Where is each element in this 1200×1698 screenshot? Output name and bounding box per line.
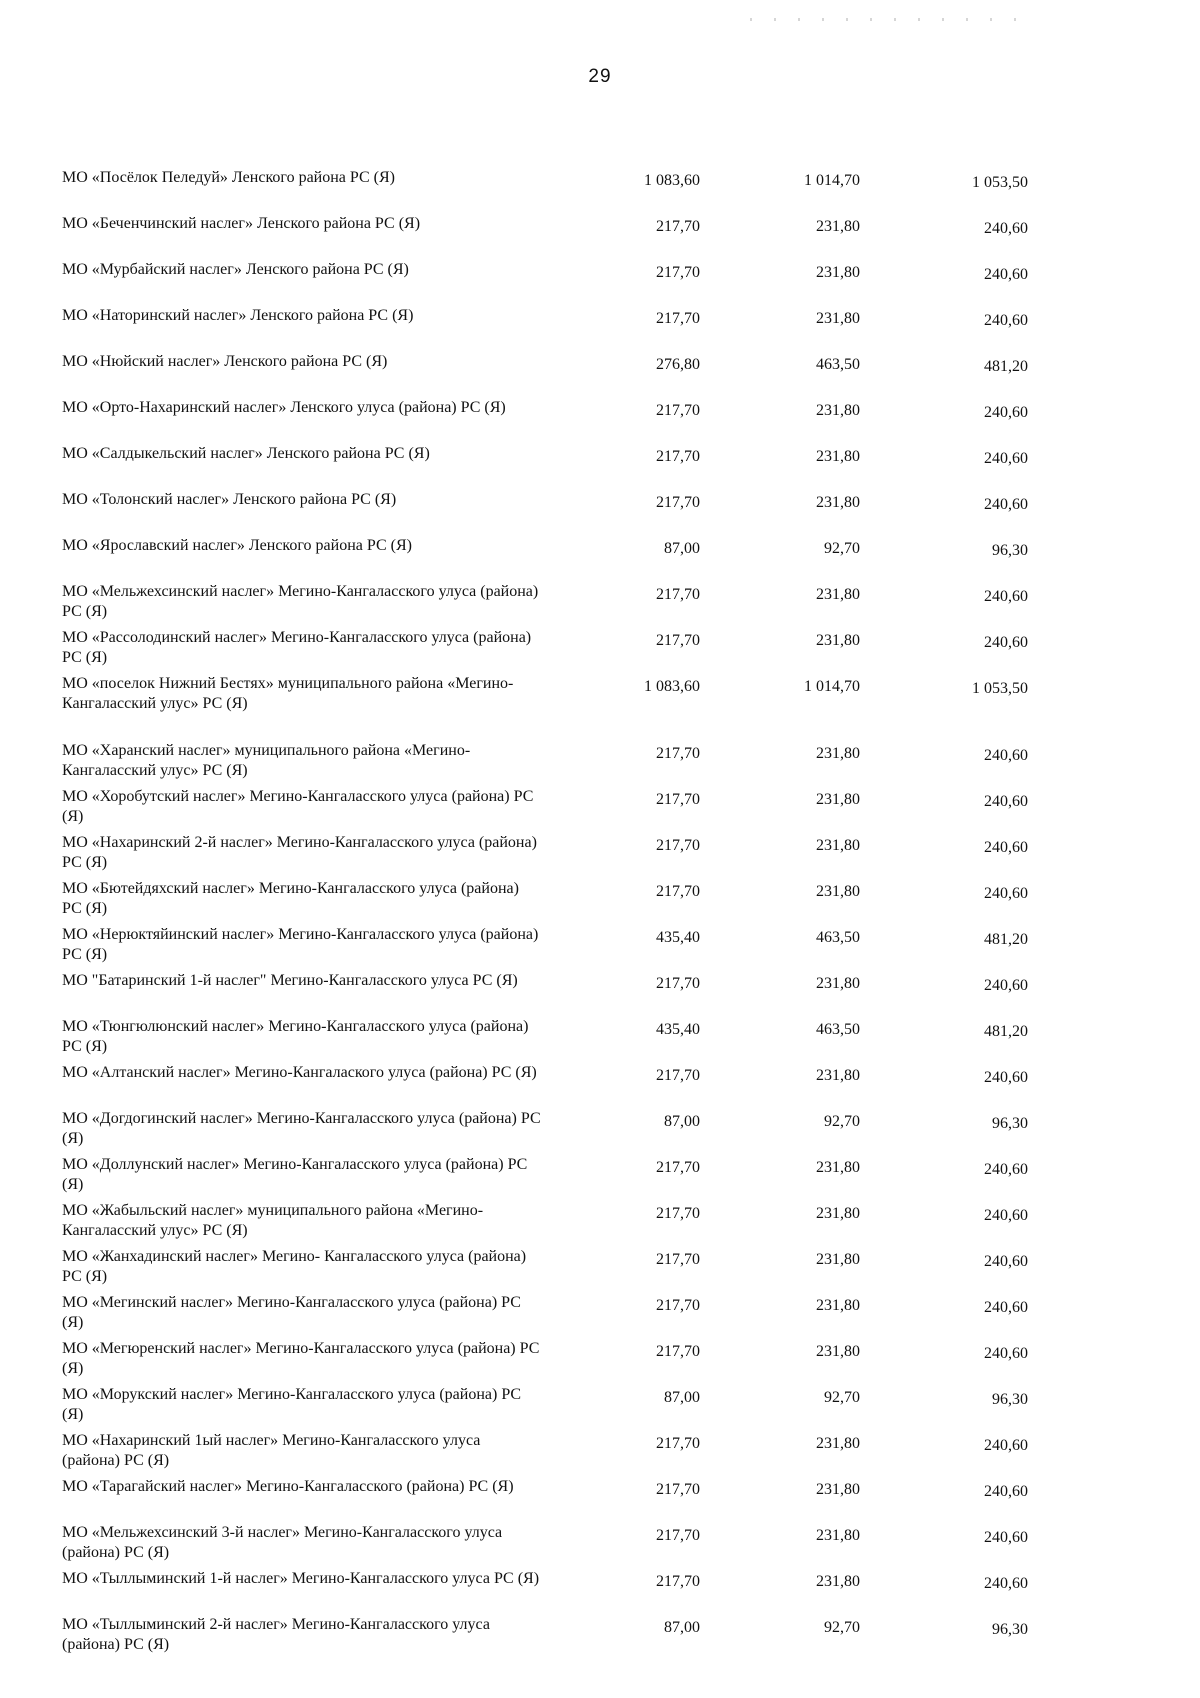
value-column-1: 217,70 [656, 494, 700, 511]
value-column-2: 231,80 [816, 632, 860, 649]
municipality-name: МО «Догдогинский наслег» Мегино-Кангаласского улуса (района) РС (Я) [62, 1110, 541, 1147]
value-column-3: 240,60 [984, 1253, 1028, 1270]
municipality-name: МО «Орто-Нахаринский наслег» Ленского улуса (района) РС (Я) [62, 399, 506, 416]
value-column-1: 217,70 [656, 1297, 700, 1314]
value-column-2: 231,80 [816, 218, 860, 235]
value-column-2: 231,80 [816, 1251, 860, 1268]
municipality-name: МО «Толонский наслег» Ленского района РС (Я) [62, 491, 397, 508]
value-column-2: 231,80 [816, 883, 860, 900]
table-row [62, 1201, 1028, 1247]
value-column-1: 87,00 [664, 1389, 700, 1406]
value-column-3: 1 053,50 [972, 680, 1028, 697]
value-column-3: 96,30 [992, 1115, 1028, 1132]
value-column-3: 240,60 [984, 1161, 1028, 1178]
value-column-3: 96,30 [992, 1391, 1028, 1408]
table-row [62, 833, 1028, 879]
value-column-2: 92,70 [824, 540, 860, 557]
table-row [62, 1017, 1028, 1063]
value-column-1: 217,70 [656, 218, 700, 235]
value-column-1: 87,00 [664, 540, 700, 557]
municipality-name: МО «Жабыльский наслег» муниципального района «Мегино-Кангаласский улус» РС (Я) [62, 1202, 484, 1239]
table-row [62, 1247, 1028, 1293]
value-column-2: 231,80 [816, 791, 860, 808]
municipality-name: МО «Мегюренский наслег» Мегино-Кангаласского улуса (района) РС (Я) [62, 1340, 540, 1377]
table-row [62, 1569, 1028, 1615]
value-column-1: 1 083,60 [644, 678, 700, 695]
municipality-name: МО «Нахаринский 1ый наслег» Мегино-Кангаласского улуса (района) РС (Я) [62, 1432, 481, 1469]
value-column-3: 240,60 [984, 220, 1028, 237]
value-column-1: 217,70 [656, 1527, 700, 1544]
municipality-name: МО «Морукский наслег» Мегино-Кангаласского улуса (района) РС (Я) [62, 1386, 522, 1423]
municipality-name: МО «Нерюктяйинский наслег» Мегино-Кангаласского улуса (района) РС (Я) [62, 926, 539, 963]
value-column-1: 217,70 [656, 883, 700, 900]
municipality-name: МО «поселок Нижний Бестях» муниципального района «Мегино-Кангаласский улус» РС (Я) [62, 675, 514, 712]
value-column-3: 481,20 [984, 358, 1028, 375]
value-column-1: 1 083,60 [644, 172, 700, 189]
table-row [62, 306, 1028, 352]
municipality-name: МО «Мельжехсинский 3-й наслег» Мегино-Кангаласского улуса (района) РС (Я) [62, 1524, 503, 1561]
value-column-3: 240,60 [984, 885, 1028, 902]
page-number: 29 [588, 66, 612, 87]
value-column-2: 231,80 [816, 837, 860, 854]
value-column-1: 217,70 [656, 791, 700, 808]
table-row [62, 1385, 1028, 1431]
table-row [62, 741, 1028, 787]
table-row [62, 1523, 1028, 1569]
value-column-2: 231,80 [816, 1573, 860, 1590]
table-row [62, 398, 1028, 444]
table-row [62, 925, 1028, 971]
value-column-2: 231,80 [816, 448, 860, 465]
table-row [62, 971, 1028, 1017]
value-column-3: 96,30 [992, 1621, 1028, 1638]
table-row [62, 536, 1028, 582]
value-column-2: 1 014,70 [804, 678, 860, 695]
municipality-name: МО «Рассолодинский наслег» Мегино-Кангаласского улуса (района) РС (Я) [62, 629, 532, 666]
value-column-1: 276,80 [656, 356, 700, 373]
value-column-1: 435,40 [656, 929, 700, 946]
table-row [62, 879, 1028, 925]
table-row [62, 674, 1028, 741]
value-column-3: 240,60 [984, 1483, 1028, 1500]
value-column-1: 87,00 [664, 1113, 700, 1130]
table-row [62, 1615, 1028, 1661]
table-row [62, 168, 1028, 214]
municipality-name: МО «Тарагайский наслег» Мегино-Кангаласского (района) РС (Я) [62, 1478, 514, 1495]
value-column-3: 240,60 [984, 496, 1028, 513]
value-column-1: 217,70 [656, 1435, 700, 1452]
value-column-1: 217,70 [656, 1251, 700, 1268]
value-column-2: 92,70 [824, 1389, 860, 1406]
table-row [62, 1109, 1028, 1155]
table-row [62, 1155, 1028, 1201]
municipality-name: МО «Беченчинский наслег» Ленского района РС (Я) [62, 215, 421, 232]
value-column-1: 217,70 [656, 745, 700, 762]
value-column-3: 240,60 [984, 1069, 1028, 1086]
value-column-1: 217,70 [656, 586, 700, 603]
municipality-name: МО «Тыллыминский 1-й наслег» Мегино-Кангаласского улуса РС (Я) [62, 1570, 540, 1587]
table-row [62, 1339, 1028, 1385]
value-column-2: 231,80 [816, 586, 860, 603]
municipality-name: МО "Батаринский 1-й наслег" Мегино-Кангаласского улуса РС (Я) [62, 972, 518, 989]
value-column-2: 231,80 [816, 1481, 860, 1498]
municipality-name: МО «Тыллыминский 2-й наслег» Мегино-Кангаласского улуса (района) РС (Я) [62, 1616, 490, 1653]
municipality-name: МО «Алтанский наслег» Мегино-Кангалаского улуса (района) РС (Я) [62, 1064, 537, 1081]
value-column-2: 92,70 [824, 1619, 860, 1636]
value-column-3: 240,60 [984, 1575, 1028, 1592]
value-column-3: 481,20 [984, 931, 1028, 948]
municipality-name: МО «Бютейдяхский наслег» Мегино-Кангаласского улуса (района) РС (Я) [62, 880, 519, 917]
allocation-table [62, 168, 1028, 1661]
value-column-1: 217,70 [656, 1159, 700, 1176]
value-column-3: 240,60 [984, 793, 1028, 810]
value-column-1: 217,70 [656, 1343, 700, 1360]
value-column-3: 240,60 [984, 839, 1028, 856]
value-column-3: 240,60 [984, 1437, 1028, 1454]
value-column-3: 240,60 [984, 1207, 1028, 1224]
table-row [62, 1477, 1028, 1523]
value-column-3: 1 053,50 [972, 174, 1028, 191]
municipality-name: МО «Посёлок Пеледуй» Ленского района РС (Я) [62, 169, 395, 186]
value-column-2: 231,80 [816, 1435, 860, 1452]
municipality-name: МО «Доллунский наслег» Мегино-Кангаласского улуса (района) РС (Я) [62, 1156, 528, 1193]
municipality-name: МО «Мегинский наслег» Мегино-Кангаласского улуса (района) РС (Я) [62, 1294, 521, 1331]
value-column-3: 240,60 [984, 588, 1028, 605]
value-column-2: 231,80 [816, 1297, 860, 1314]
table-row [62, 214, 1028, 260]
value-column-1: 217,70 [656, 1067, 700, 1084]
value-column-2: 1 014,70 [804, 172, 860, 189]
table-row [62, 1431, 1028, 1477]
value-column-1: 217,70 [656, 1205, 700, 1222]
value-column-3: 240,60 [984, 1345, 1028, 1362]
value-column-1: 217,70 [656, 1481, 700, 1498]
value-column-3: 240,60 [984, 266, 1028, 283]
value-column-3: 240,60 [984, 404, 1028, 421]
value-column-1: 217,70 [656, 264, 700, 281]
municipality-name: МО «Жанхадинский наслег» Мегино- Кангаласского улуса (района) РС (Я) [62, 1248, 527, 1285]
value-column-1: 217,70 [656, 1573, 700, 1590]
value-column-1: 217,70 [656, 310, 700, 327]
scan-artifact [750, 18, 1030, 21]
value-column-2: 463,50 [816, 929, 860, 946]
table-row [62, 490, 1028, 536]
table-row [62, 787, 1028, 833]
municipality-name: МО «Мельжехсинский наслег» Мегино-Кангаласского улуса (района) РС (Я) [62, 583, 539, 620]
value-column-2: 231,80 [816, 402, 860, 419]
value-column-2: 231,80 [816, 1159, 860, 1176]
value-column-1: 87,00 [664, 1619, 700, 1636]
value-column-1: 217,70 [656, 837, 700, 854]
value-column-2: 463,50 [816, 1021, 860, 1038]
table-row [62, 352, 1028, 398]
value-column-1: 217,70 [656, 975, 700, 992]
value-column-2: 231,80 [816, 1067, 860, 1084]
municipality-name: МО «Салдыкельский наслег» Ленского района РС (Я) [62, 445, 430, 462]
value-column-2: 463,50 [816, 356, 860, 373]
value-column-2: 231,80 [816, 975, 860, 992]
table-row [62, 628, 1028, 674]
value-column-2: 231,80 [816, 1205, 860, 1222]
value-column-3: 96,30 [992, 542, 1028, 559]
value-column-3: 240,60 [984, 450, 1028, 467]
value-column-2: 231,80 [816, 1527, 860, 1544]
municipality-name: МО «Ярославский наслег» Ленского района РС (Я) [62, 537, 412, 554]
value-column-3: 240,60 [984, 312, 1028, 329]
value-column-2: 92,70 [824, 1113, 860, 1130]
value-column-2: 231,80 [816, 745, 860, 762]
value-column-1: 435,40 [656, 1021, 700, 1038]
value-column-3: 240,60 [984, 977, 1028, 994]
value-column-2: 231,80 [816, 310, 860, 327]
municipality-name: МО «Мурбайский наслег» Ленского района РС (Я) [62, 261, 409, 278]
table-row [62, 444, 1028, 490]
value-column-1: 217,70 [656, 402, 700, 419]
municipality-name: МО «Нахаринский 2-й наслег» Мегино-Кангаласского улуса (района) РС (Я) [62, 834, 537, 871]
value-column-3: 240,60 [984, 634, 1028, 651]
municipality-name: МО «Харанский наслег» муниципального района «Мегино-Кангаласский улус» РС (Я) [62, 742, 471, 779]
municipality-name: МО «Хоробутский наслег» Мегино-Кангаласского улуса (района) РС (Я) [62, 788, 534, 825]
municipality-name: МО «Наторинский наслег» Ленского района РС (Я) [62, 307, 414, 324]
value-column-1: 217,70 [656, 448, 700, 465]
value-column-3: 240,60 [984, 1529, 1028, 1546]
table-row [62, 582, 1028, 628]
value-column-3: 240,60 [984, 1299, 1028, 1316]
value-column-1: 217,70 [656, 632, 700, 649]
value-column-2: 231,80 [816, 264, 860, 281]
value-column-3: 240,60 [984, 747, 1028, 764]
table-body [62, 168, 1028, 1661]
municipality-name: МО «Тюнгюлюнский наслег» Мегино-Кангаласского улуса (района) РС (Я) [62, 1018, 529, 1055]
value-column-3: 481,20 [984, 1023, 1028, 1040]
value-column-2: 231,80 [816, 1343, 860, 1360]
table-row [62, 1063, 1028, 1109]
table-row [62, 1293, 1028, 1339]
municipality-name: МО «Нюйский наслег» Ленского района РС (Я) [62, 353, 388, 370]
value-column-2: 231,80 [816, 494, 860, 511]
table-row [62, 260, 1028, 306]
